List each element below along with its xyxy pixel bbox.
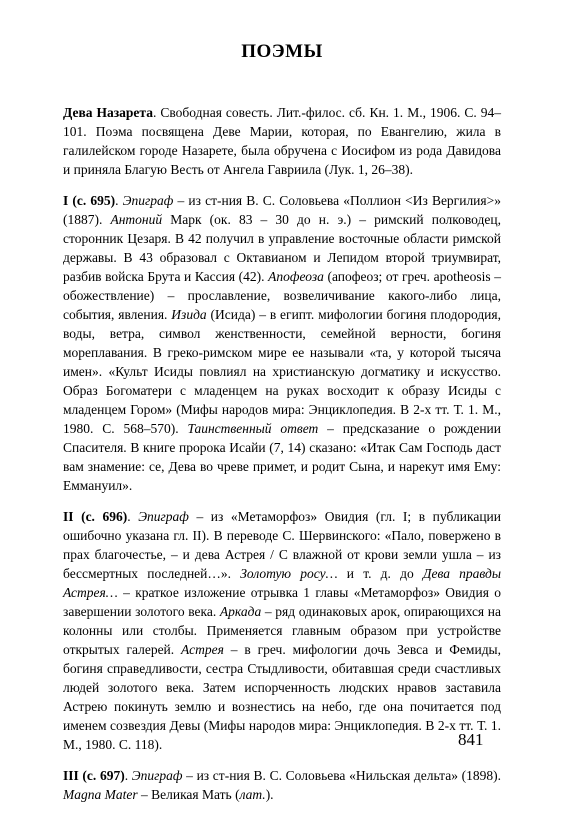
page-title: ПОЭМЫ — [241, 41, 323, 62]
text-run: – из «Метаморфоз» Овидия (гл. I; в публикации ошибочно указана гл. II). В переводе С. Шервинского: «Пало, повержено в прах благочестье, – и дева Астрея / С влажной от крови земли ушла – из бессмертных последней…». — [63, 509, 501, 581]
italic-term: Аркада — [219, 604, 262, 619]
italic-term: Таинственный ответ — [187, 421, 319, 436]
entry-part-3 — [63, 766, 501, 804]
italic-term: Эпиграф — [122, 193, 174, 208]
entry-heading: II (с. 696) — [63, 509, 128, 524]
italic-term: лат. — [239, 787, 266, 802]
page-number: 841 — [458, 730, 484, 749]
text-run: (апофеоз; от греч. apotheosis – обожествление) – прославление, возвеличивание какого-либо лица, события, явления. — [63, 269, 501, 322]
entry-deva-nazareta — [63, 103, 501, 179]
text-run: Марк (ок. 83 – 30 до н. э.) – римский полководец, сторонник Цезаря. В 42 получил в управление восточные области римской державы. В 43 образовал с Октавианом и Лепидом второй триумвират, разбив войска Брута и Кассия (42). — [63, 212, 501, 284]
entry-part-1 — [63, 191, 501, 495]
text-run: . Свободная совесть. Лит.-филос. сб. Кн. 1. М., 1906. С. 94–101. Поэма посвящена Деве Марии, которая, по Евангелию, жила в галилейском городе Назарете, была обручена с Иосифом из рода Давидова и приняла Благую Весть от Ангела Гавриила (Лук. 1, 26–38). — [63, 105, 501, 177]
entry-heading: Дева Назарета — [63, 105, 153, 120]
italic-term: Magna Mater — [63, 787, 138, 802]
entry-heading: I (с. 695) — [63, 193, 116, 208]
italic-term: Астрея — [181, 642, 224, 657]
text-run: . — [127, 509, 139, 524]
italic-term: Антоний — [110, 212, 163, 227]
text-run: – предсказание о рождении Спасителя. В книге пророка Исайи (7, 14) сказано: «Итак Сам Господь даст вам знамение: се, Дева во чреве примет, и родит Сына, и нарекут имя Ему: Еммануил». — [63, 421, 501, 493]
commentary-body — [63, 103, 501, 816]
entry-part-2 — [63, 507, 501, 754]
italic-term: Апофеоза — [268, 269, 324, 284]
text-run: – краткое изложение отрывка 1 главы «Метаморфоз» Овидия о завершении золотого века. — [63, 585, 501, 619]
italic-term: Дева правды Астрея… — [63, 566, 501, 600]
entry-heading: III (с. 697) — [63, 768, 125, 783]
text-run: ). — [265, 787, 274, 802]
italic-term: Изида — [171, 307, 207, 322]
italic-term: Эпиграф — [131, 768, 183, 783]
italic-term: Эпиграф — [138, 509, 189, 524]
text-run: и т. д. до — [337, 566, 423, 581]
text-run: – из ст-ния В. С. Соловьева «Нильская дельта» (1898). — [182, 768, 502, 783]
text-run: – Великая Мать ( — [137, 787, 240, 802]
italic-term: Золотую росу… — [240, 566, 338, 581]
text-run: . — [115, 193, 123, 208]
text-run: – из ст-ния В. С. Соловьева «Поллион <Из Вергилия>» (1887). — [63, 193, 501, 227]
text-run: – ряд одинаковых арок, опирающихся на колонны или столбы. Применяется главным образом при устройстве открытых галерей. — [63, 604, 501, 657]
text-run: . — [124, 768, 132, 783]
text-run: – в греч. мифологии дочь Зевса и Фемиды, богиня справедливости, сестра Стыдливости, обитавшая среди счастливых людей золотого века. Затем испорченность людских нравов заставила Астрею покинуть землю и вознестись на небо, где она почитается под именем созвездия Девы (Мифы народов мира: Энциклопедия. В 2-х тт. Т. 1. М., 1980. С. 118). — [63, 642, 502, 752]
text-run: (Исида) – в египт. мифологии богиня плодородия, воды, ветра, символ женственности, семейной верности, богиня мореплавания. В греко-римском мире ее называли «та, у которой тысяча имен». «Культ Исиды повлиял на христианскую догматику и искусство. Образ Богоматери с младенцем на руках восходит к образу Исиды с младенцем Гором» (Мифы народов мира: Энциклопедия. В 2-х тт. Т. 1. М., 1980. С. 568–570). — [63, 307, 501, 436]
